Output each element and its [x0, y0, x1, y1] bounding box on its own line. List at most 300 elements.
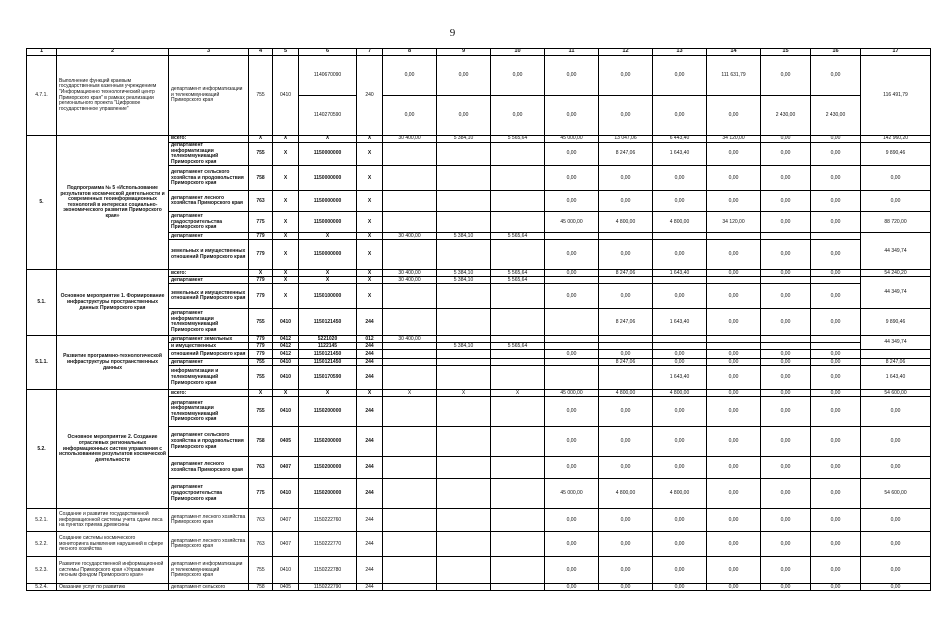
value-cell: [491, 359, 545, 366]
value-cell: 0,00: [599, 191, 653, 212]
value-cell: 0,00: [383, 96, 437, 136]
grbs-cell: X: [249, 390, 273, 397]
value-cell: 0,00: [653, 584, 707, 591]
dept-cell: департамент: [169, 277, 249, 284]
value-cell: [383, 284, 437, 309]
value-cell: 0,00: [545, 96, 599, 136]
dept-cell: департамент лесного хозяйства Приморского края: [169, 191, 249, 212]
dept-cell: департамент информатизации телекоммуникаций Приморского края: [169, 143, 249, 166]
value-cell: 4 800,00: [653, 390, 707, 397]
vr-cell: 240: [357, 56, 383, 136]
value-cell: 0,00: [653, 240, 707, 270]
value-cell: [491, 240, 545, 270]
value-cell: [545, 277, 599, 284]
row-name: Подпрограмма № 5 «Использование результатов космической деятельности и современных геоинформационных технологий в интересах социально-экономического развития Приморского края»: [57, 136, 169, 270]
csr-cell: 1150121450: [299, 359, 357, 366]
value-cell: X: [491, 390, 545, 397]
value-cell: 0,00: [707, 143, 761, 166]
value-cell: 0,00: [761, 366, 811, 390]
vr-cell: 244: [357, 366, 383, 390]
total-cell: 44 349,74: [861, 233, 931, 270]
value-cell: [599, 336, 653, 343]
value-cell: [491, 397, 545, 427]
rzpr-cell: X: [273, 284, 299, 309]
grbs-cell: 779: [249, 233, 273, 240]
value-cell: 4 800,00: [599, 212, 653, 233]
value-cell: 0,00: [599, 427, 653, 457]
rzpr-cell: 0407: [273, 532, 299, 557]
value-cell: 0,00: [811, 359, 861, 366]
dept-cell: отношений Приморского края: [169, 350, 249, 359]
column-header: 2: [57, 49, 169, 56]
value-cell: 0,00: [545, 270, 599, 277]
value-cell: 0,00: [707, 479, 761, 509]
value-cell: 0,00: [811, 143, 861, 166]
vr-cell: X: [357, 390, 383, 397]
value-cell: 0,00: [437, 56, 491, 96]
csr-cell: X: [299, 390, 357, 397]
csr-cell: 1150200000: [299, 457, 357, 479]
dept-cell: департамент: [169, 233, 249, 240]
value-cell: 4 800,00: [599, 390, 653, 397]
rzpr-cell: X: [273, 143, 299, 166]
value-cell: 0,00: [707, 359, 761, 366]
vr-cell: X: [357, 136, 383, 143]
value-cell: [599, 233, 653, 240]
column-header: 12: [599, 49, 653, 56]
value-cell: 5 565,64: [491, 270, 545, 277]
value-cell: 0,00: [599, 284, 653, 309]
dept-cell: департамент: [169, 359, 249, 366]
value-cell: 0,00: [653, 359, 707, 366]
value-cell: 0,00: [761, 390, 811, 397]
value-cell: 0,00: [545, 557, 599, 584]
value-cell: 0,00: [761, 359, 811, 366]
table-row: [27, 56, 931, 96]
value-cell: 30 400,00: [383, 270, 437, 277]
column-header: 6: [299, 49, 357, 56]
csr-cell: 1150200000: [299, 427, 357, 457]
table-body: [27, 49, 931, 591]
grbs-cell: 758: [249, 584, 273, 591]
value-cell: 4 800,00: [653, 212, 707, 233]
total-cell: 0,00: [861, 584, 931, 591]
value-cell: 45 000,00: [545, 136, 599, 143]
value-cell: [707, 336, 761, 343]
csr-cell: 1150000000: [299, 143, 357, 166]
value-cell: 0,00: [599, 509, 653, 532]
dept-cell: департамент градостроительства Приморского края: [169, 212, 249, 233]
value-cell: 0,00: [761, 557, 811, 584]
total-cell: 0,00: [861, 191, 931, 212]
value-cell: 0,00: [653, 191, 707, 212]
value-cell: 30 400,00: [383, 277, 437, 284]
value-cell: 0,00: [761, 350, 811, 359]
value-cell: [653, 233, 707, 240]
value-cell: 8 247,06: [599, 143, 653, 166]
csr-cell: 1150000000: [299, 240, 357, 270]
grbs-cell: 755: [249, 359, 273, 366]
csr-cell: 1150222790: [299, 584, 357, 591]
budget-table: [26, 48, 931, 591]
value-cell: [437, 143, 491, 166]
value-cell: 0,00: [707, 390, 761, 397]
vr-cell: 244: [357, 584, 383, 591]
row-number: 4.7.1.: [27, 56, 57, 136]
csr-cell: X: [299, 270, 357, 277]
value-cell: [761, 277, 811, 284]
value-cell: [491, 479, 545, 509]
value-cell: 45 000,00: [545, 479, 599, 509]
value-cell: 0,00: [707, 366, 761, 390]
vr-cell: X: [357, 212, 383, 233]
value-cell: 2 430,00: [761, 96, 811, 136]
value-cell: 0,00: [653, 509, 707, 532]
value-cell: 0,00: [545, 427, 599, 457]
row-name: Оказание услуг по развитию: [57, 584, 169, 591]
value-cell: 0,00: [707, 584, 761, 591]
dept-cell: департамент информатизации и телекоммуникаций Приморского края: [169, 56, 249, 136]
total-cell: 142 960,20: [861, 136, 931, 143]
value-cell: [491, 532, 545, 557]
value-cell: [811, 336, 861, 343]
value-cell: 0,00: [761, 212, 811, 233]
value-cell: [599, 343, 653, 350]
rzpr-cell: 0412: [273, 336, 299, 343]
value-cell: 0,00: [545, 397, 599, 427]
value-cell: 0,00: [707, 557, 761, 584]
value-cell: 0,00: [811, 166, 861, 191]
total-cell: 44 349,74: [861, 277, 931, 309]
csr-cell: 1150100000: [299, 284, 357, 309]
value-cell: [383, 309, 437, 336]
vr-cell: 244: [357, 479, 383, 509]
grbs-cell: 763: [249, 509, 273, 532]
value-cell: 0,00: [545, 509, 599, 532]
value-cell: 0,00: [761, 270, 811, 277]
vr-cell: X: [357, 277, 383, 284]
value-cell: 1 643,40: [653, 143, 707, 166]
rzpr-cell: 0412: [273, 343, 299, 350]
column-header: 16: [811, 49, 861, 56]
grbs-cell: 755: [249, 366, 273, 390]
value-cell: 0,00: [761, 509, 811, 532]
rzpr-cell: 0412: [273, 350, 299, 359]
rzpr-cell: 0410: [273, 56, 299, 136]
dept-cell: департамент лесного хозяйства Приморского края: [169, 509, 249, 532]
value-cell: 0,00: [811, 479, 861, 509]
value-cell: 0,00: [653, 96, 707, 136]
vr-cell: X: [357, 143, 383, 166]
total-cell: 88 720,00: [861, 212, 931, 233]
value-cell: 0,00: [707, 350, 761, 359]
grbs-cell: X: [249, 136, 273, 143]
dept-cell: департамент информатизации телекоммуникаций Приморского края: [169, 309, 249, 336]
table-row: [27, 509, 931, 532]
total-cell: 0,00: [861, 427, 931, 457]
value-cell: 0,00: [545, 350, 599, 359]
total-cell: 9 890,46: [861, 143, 931, 166]
rzpr-cell: 0410: [273, 366, 299, 390]
value-cell: [545, 233, 599, 240]
total-cell: [861, 350, 931, 359]
value-cell: 0,00: [811, 427, 861, 457]
value-cell: [437, 457, 491, 479]
rzpr-cell: X: [273, 191, 299, 212]
grbs-cell: 758: [249, 166, 273, 191]
value-cell: 30 400,00: [383, 136, 437, 143]
value-cell: 0,00: [761, 166, 811, 191]
dept-cell: информатизации и телекоммуникаций Приморского края: [169, 366, 249, 390]
grbs-cell: 779: [249, 350, 273, 359]
column-header: 7: [357, 49, 383, 56]
table-row: [27, 557, 931, 584]
csr-cell: 1150000000: [299, 166, 357, 191]
value-cell: [491, 191, 545, 212]
value-cell: 0,00: [761, 479, 811, 509]
csr-cell: 1140670090: [299, 56, 357, 96]
value-cell: 0,00: [761, 143, 811, 166]
value-cell: 0,00: [761, 240, 811, 270]
value-cell: [761, 343, 811, 350]
value-cell: 0,00: [545, 56, 599, 96]
csr-cell: 1150200000: [299, 479, 357, 509]
value-cell: 0,00: [653, 56, 707, 96]
row-number: 5.2.: [27, 390, 57, 509]
value-cell: [811, 233, 861, 240]
value-cell: 0,00: [599, 397, 653, 427]
grbs-cell: 755: [249, 309, 273, 336]
value-cell: 45 000,00: [545, 212, 599, 233]
row-number: 5.2.1.: [27, 509, 57, 532]
value-cell: [545, 366, 599, 390]
table-row: [27, 136, 931, 143]
value-cell: 5 384,10: [437, 343, 491, 350]
value-cell: 0,00: [811, 457, 861, 479]
value-cell: [437, 212, 491, 233]
vr-cell: 012: [357, 336, 383, 343]
value-cell: [491, 309, 545, 336]
value-cell: 45 000,00: [545, 390, 599, 397]
vr-cell: X: [357, 270, 383, 277]
column-header: 4: [249, 49, 273, 56]
value-cell: 0,00: [811, 532, 861, 557]
value-cell: 13 047,06: [599, 136, 653, 143]
value-cell: [383, 479, 437, 509]
csr-cell: 1150121450: [299, 309, 357, 336]
rzpr-cell: 0405: [273, 584, 299, 591]
value-cell: 0,00: [545, 191, 599, 212]
dept-cell: всего:: [169, 390, 249, 397]
grbs-cell: X: [249, 270, 273, 277]
row-number: 5.1.: [27, 270, 57, 336]
value-cell: 0,00: [761, 191, 811, 212]
total-cell: 9 890,46: [861, 309, 931, 336]
value-cell: [707, 277, 761, 284]
value-cell: 0,00: [653, 557, 707, 584]
value-cell: 0,00: [599, 532, 653, 557]
vr-cell: 244: [357, 343, 383, 350]
value-cell: [491, 457, 545, 479]
rzpr-cell: 0410: [273, 359, 299, 366]
value-cell: 0,00: [707, 166, 761, 191]
csr-cell: 1150170590: [299, 366, 357, 390]
value-cell: [383, 343, 437, 350]
dept-cell: земельных и имущественных отношений Приморского края: [169, 284, 249, 309]
value-cell: 111 631,79: [707, 56, 761, 96]
column-header: 5: [273, 49, 299, 56]
csr-cell: 5221020: [299, 336, 357, 343]
csr-cell: X: [299, 233, 357, 240]
value-cell: 0,00: [811, 191, 861, 212]
value-cell: [811, 343, 861, 350]
row-number: 5.: [27, 136, 57, 270]
row-name: Развитие программно-технологической инфраструктуры пространственных данных: [57, 336, 169, 390]
dept-cell: департамент сельского: [169, 584, 249, 591]
value-cell: 0,00: [653, 397, 707, 427]
value-cell: 0,00: [599, 584, 653, 591]
grbs-cell: 779: [249, 277, 273, 284]
grbs-cell: 779: [249, 240, 273, 270]
value-cell: 0,00: [811, 584, 861, 591]
csr-cell: 1150200000: [299, 397, 357, 427]
value-cell: 5 384,10: [437, 270, 491, 277]
value-cell: 0,00: [491, 96, 545, 136]
rzpr-cell: 0405: [273, 427, 299, 457]
value-cell: 0,00: [811, 270, 861, 277]
column-header: 15: [761, 49, 811, 56]
value-cell: 0,00: [811, 284, 861, 309]
grbs-cell: 775: [249, 479, 273, 509]
page-number: 9: [449, 27, 456, 39]
rzpr-cell: 0410: [273, 309, 299, 336]
value-cell: [811, 277, 861, 284]
value-cell: 30 400,00: [383, 233, 437, 240]
rzpr-cell: X: [273, 136, 299, 143]
vr-cell: X: [357, 284, 383, 309]
column-header: 1: [27, 49, 57, 56]
rzpr-cell: X: [273, 166, 299, 191]
table-row: [27, 532, 931, 557]
row-number: 5.2.2.: [27, 532, 57, 557]
value-cell: [383, 350, 437, 359]
total-cell: 0,00: [861, 166, 931, 191]
value-cell: [383, 509, 437, 532]
value-cell: 0,00: [545, 457, 599, 479]
rzpr-cell: X: [273, 240, 299, 270]
value-cell: 0,00: [811, 136, 861, 143]
value-cell: [383, 397, 437, 427]
value-cell: 0,00: [599, 96, 653, 136]
vr-cell: 244: [357, 457, 383, 479]
value-cell: [437, 240, 491, 270]
value-cell: [545, 343, 599, 350]
value-cell: 0,00: [545, 584, 599, 591]
row-name: Основное мероприятие 1. Формирование инфраструктуры пространственных данных Приморского края: [57, 270, 169, 336]
value-cell: [653, 343, 707, 350]
value-cell: 0,00: [707, 509, 761, 532]
csr-cell: 1150222760: [299, 509, 357, 532]
value-cell: [383, 457, 437, 479]
value-cell: 34 120,00: [707, 212, 761, 233]
rzpr-cell: X: [273, 212, 299, 233]
value-cell: 0,00: [383, 56, 437, 96]
value-cell: [707, 343, 761, 350]
value-cell: 0,00: [707, 284, 761, 309]
value-cell: [383, 427, 437, 457]
value-cell: 8 247,06: [599, 359, 653, 366]
value-cell: 0,00: [707, 96, 761, 136]
value-cell: [653, 336, 707, 343]
value-cell: 2 430,00: [811, 96, 861, 136]
value-cell: [545, 336, 599, 343]
grbs-cell: 763: [249, 191, 273, 212]
value-cell: 0,00: [811, 212, 861, 233]
value-cell: [383, 212, 437, 233]
value-cell: 0,00: [707, 309, 761, 336]
value-cell: [491, 350, 545, 359]
value-cell: 0,00: [653, 532, 707, 557]
value-cell: [599, 277, 653, 284]
value-cell: [491, 509, 545, 532]
grbs-cell: 779: [249, 336, 273, 343]
value-cell: 0,00: [811, 390, 861, 397]
value-cell: [437, 350, 491, 359]
value-cell: 0,00: [761, 457, 811, 479]
dept-cell: департамент информатизации телекоммуникаций Приморского края: [169, 397, 249, 427]
vr-cell: 244: [357, 359, 383, 366]
rzpr-cell: X: [273, 233, 299, 240]
value-cell: 5 565,64: [491, 343, 545, 350]
value-cell: [437, 479, 491, 509]
value-cell: 1 643,40: [653, 366, 707, 390]
row-name: Основное мероприятие 2. Создание отраслевых региональных информационных систем управления с использованием результатов космической деятельности: [57, 390, 169, 509]
value-cell: [437, 584, 491, 591]
value-cell: 8 247,06: [599, 309, 653, 336]
value-cell: 0,00: [761, 532, 811, 557]
total-cell: 0,00: [861, 397, 931, 427]
total-cell: 0,00: [861, 557, 931, 584]
value-cell: 0,00: [545, 143, 599, 166]
vr-cell: 244: [357, 397, 383, 427]
csr-cell: 1140270590: [299, 96, 357, 136]
total-cell: 0,00: [861, 457, 931, 479]
vr-cell: X: [357, 191, 383, 212]
total-cell: 44 349,74: [861, 336, 931, 350]
value-cell: 8 247,06: [599, 270, 653, 277]
column-header: 3: [169, 49, 249, 56]
value-cell: [437, 359, 491, 366]
vr-cell: X: [357, 166, 383, 191]
value-cell: [383, 366, 437, 390]
value-cell: 0,00: [599, 56, 653, 96]
value-cell: 0,00: [599, 240, 653, 270]
value-cell: 0,00: [599, 557, 653, 584]
csr-cell: 1150000000: [299, 191, 357, 212]
value-cell: 0,00: [761, 397, 811, 427]
value-cell: 0,00: [761, 584, 811, 591]
value-cell: [437, 166, 491, 191]
value-cell: 0,00: [811, 366, 861, 390]
value-cell: 0,00: [491, 56, 545, 96]
rzpr-cell: X: [273, 277, 299, 284]
value-cell: [437, 309, 491, 336]
grbs-cell: 755: [249, 143, 273, 166]
total-cell: 1 643,40: [861, 366, 931, 390]
value-cell: [437, 557, 491, 584]
dept-cell: департамент градостроительства Приморского края: [169, 479, 249, 509]
vr-cell: 244: [357, 532, 383, 557]
